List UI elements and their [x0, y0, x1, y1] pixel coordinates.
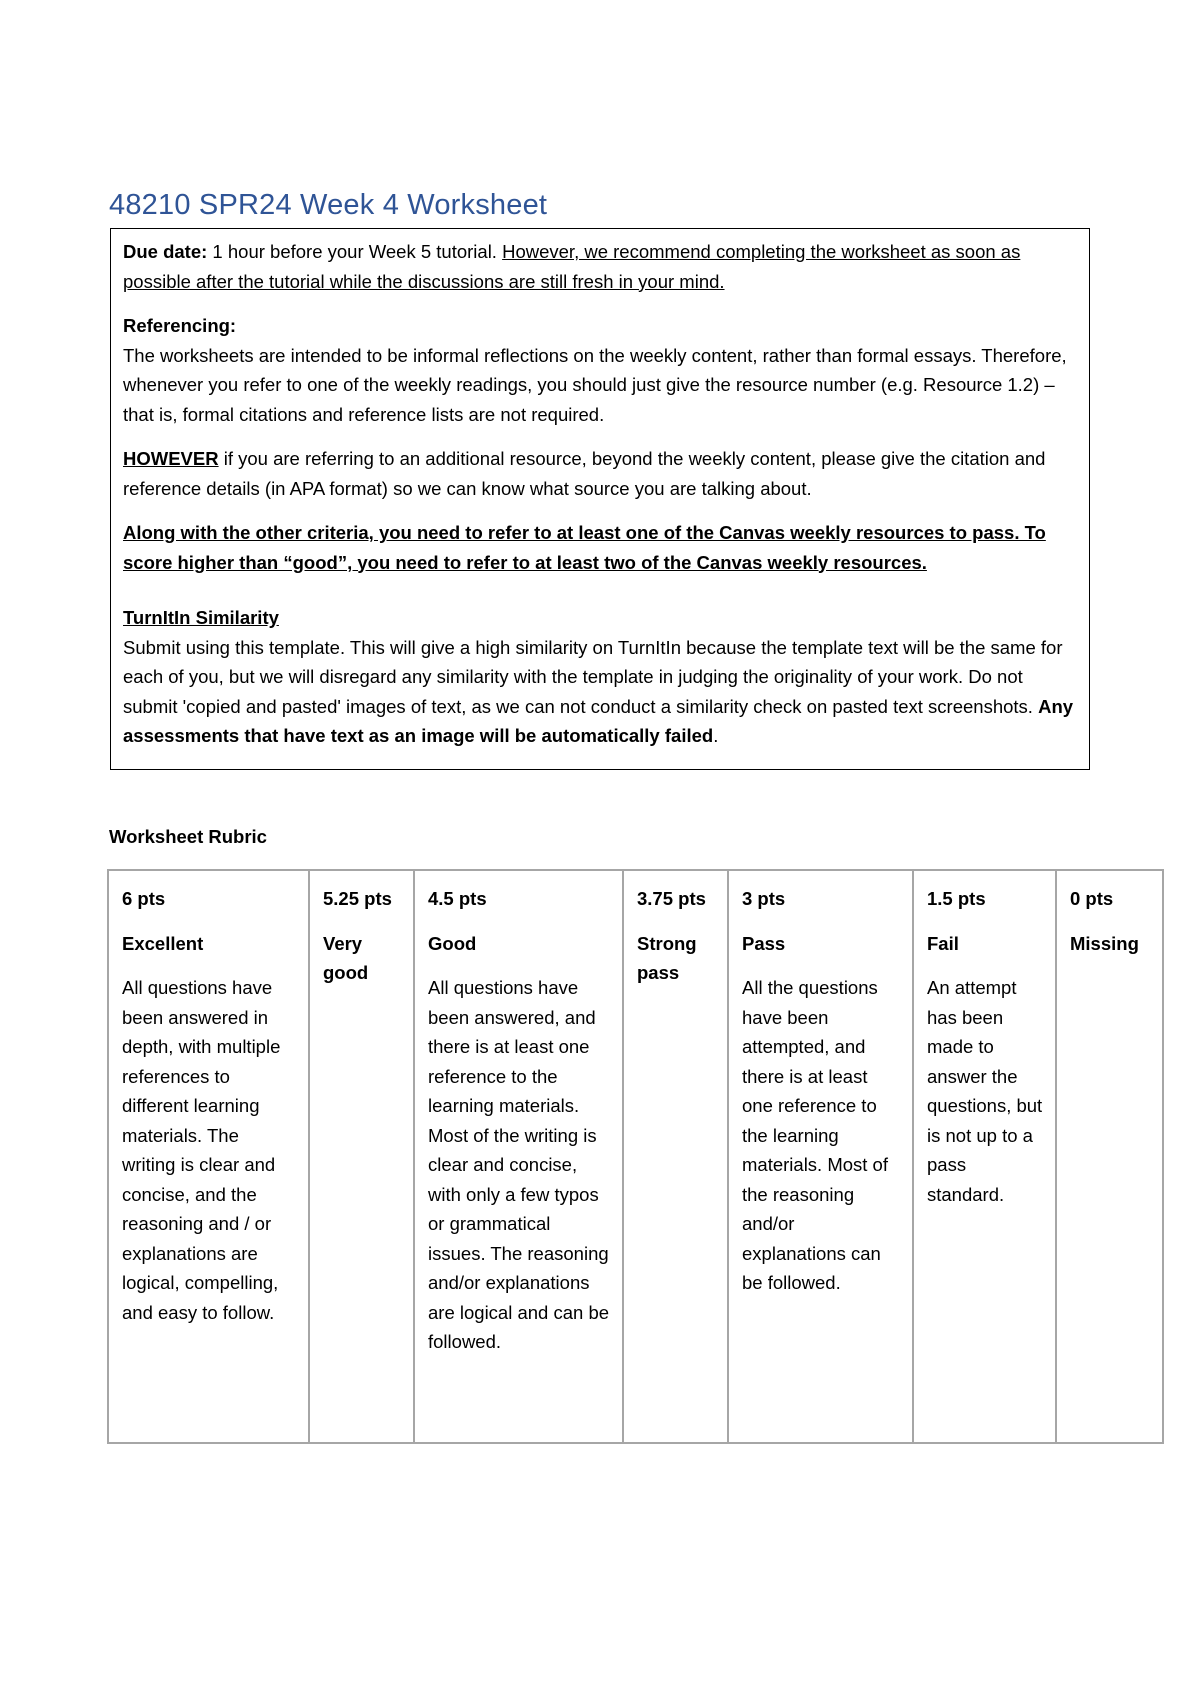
rubric-level-label: Missing — [1070, 932, 1139, 954]
rubric-level-label: Pass — [742, 932, 786, 954]
turnitin-text: Submit using this template. This will give a high similarity on TurnItIn because the template text will be the same for each of you, but we will disregard any similarity with the template in judging the originality of your work. Do not submit 'copied and pasted' images of text, as we can not conduct a similarity check on pasted text screenshots. — [123, 636, 1063, 717]
pass-criteria-text: Along with the other criteria, you need to refer to at least one of the Canvas weekly resources to pass. To score higher than “good”, you need to refer to at least two of the Canvas weekly resources. — [123, 522, 1046, 573]
rubric-points: 0 pts — [1070, 888, 1114, 909]
rubric-cell-excellent — [108, 870, 309, 1443]
rubric-cell-fail — [913, 870, 1056, 1443]
rubric-points: 1.5 pts — [927, 888, 986, 909]
rubric-description: All questions have been answered, and there is at least one reference to the learning materials. Most of the writing is clear and concise, with only a few typos or grammatical issues. The reasoning and/or explanations are logical and can be followed. — [428, 977, 610, 1352]
rubric-points: 4.5 pts — [428, 888, 487, 909]
rubric-description: All questions have been answered in depth, with multiple references to different learning materials. The writing is clear and concise, and the reasoning and / or explanations are logical, compelling, and easy to follow. — [122, 977, 281, 1323]
rubric-level-label: Good — [428, 932, 477, 954]
rubric-level-label: Fail — [927, 932, 959, 954]
rubric-points: 5.25 pts — [323, 888, 392, 909]
rubric-level-label: Strong pass — [637, 932, 697, 983]
turnitin-period: . — [713, 725, 719, 746]
rubric-description: All the questions have been attempted, and there is at least one reference to the learning materials. Most of the reasoning and/or explanations can be followed. — [742, 977, 888, 1293]
rubric-cell-good — [414, 870, 623, 1443]
due-date-recommendation: However, we recommend completing the worksheet as soon as possible after the tutorial while the discussions are still fresh in your mind. — [123, 241, 1021, 292]
however-label: HOWEVER — [123, 448, 219, 469]
rubric-level-label: Very good — [323, 932, 369, 983]
rubric-table — [107, 869, 1164, 1444]
turnitin-warning: Any assessments that have text as an image will be automatically failed — [123, 695, 1074, 746]
referencing-heading: Referencing: — [123, 315, 237, 336]
rubric-description: An attempt has been made to answer the questions, but is not up to a pass standard. — [927, 977, 1043, 1205]
rubric-points: 3.75 pts — [637, 888, 706, 909]
rubric-cell-strong-pass — [623, 870, 728, 1443]
rubric-cell-pass — [728, 870, 913, 1443]
turnitin-heading: TurnItIn Similarity — [123, 607, 279, 628]
instructions-box — [110, 228, 1090, 770]
however-text: if you are referring to an additional resource, beyond the weekly content, please give the citation and reference details (in APA format) so we can know what source you are talking about. — [123, 448, 1046, 499]
rubric-cell-missing — [1056, 870, 1163, 1443]
rubric-cell-very-good — [309, 870, 414, 1443]
rubric-heading: Worksheet Rubric — [109, 826, 267, 847]
rubric-points: 3 pts — [742, 888, 786, 909]
however-paragraph — [123, 444, 1077, 503]
rubric-row — [108, 870, 1163, 1443]
due-date-label: Due date: — [123, 241, 208, 262]
page-title: 48210 SPR24 Week 4 Worksheet — [109, 189, 548, 222]
rubric-level-label: Excellent — [122, 932, 204, 954]
rubric-points: 6 pts — [122, 888, 166, 909]
turnitin-paragraph — [123, 633, 1077, 751]
referencing-text: The worksheets are intended to be informal reflections on the weekly content, rather than formal essays. Therefore, whenever you refer to one of the weekly readings, you should just give the resource number (e.g. Resource 1.2) – that is, formal citations and reference lists are not required. — [123, 344, 1067, 425]
due-date-text: 1 hour before your Week 5 tutorial. — [207, 241, 503, 262]
due-date-paragraph — [123, 237, 1077, 296]
